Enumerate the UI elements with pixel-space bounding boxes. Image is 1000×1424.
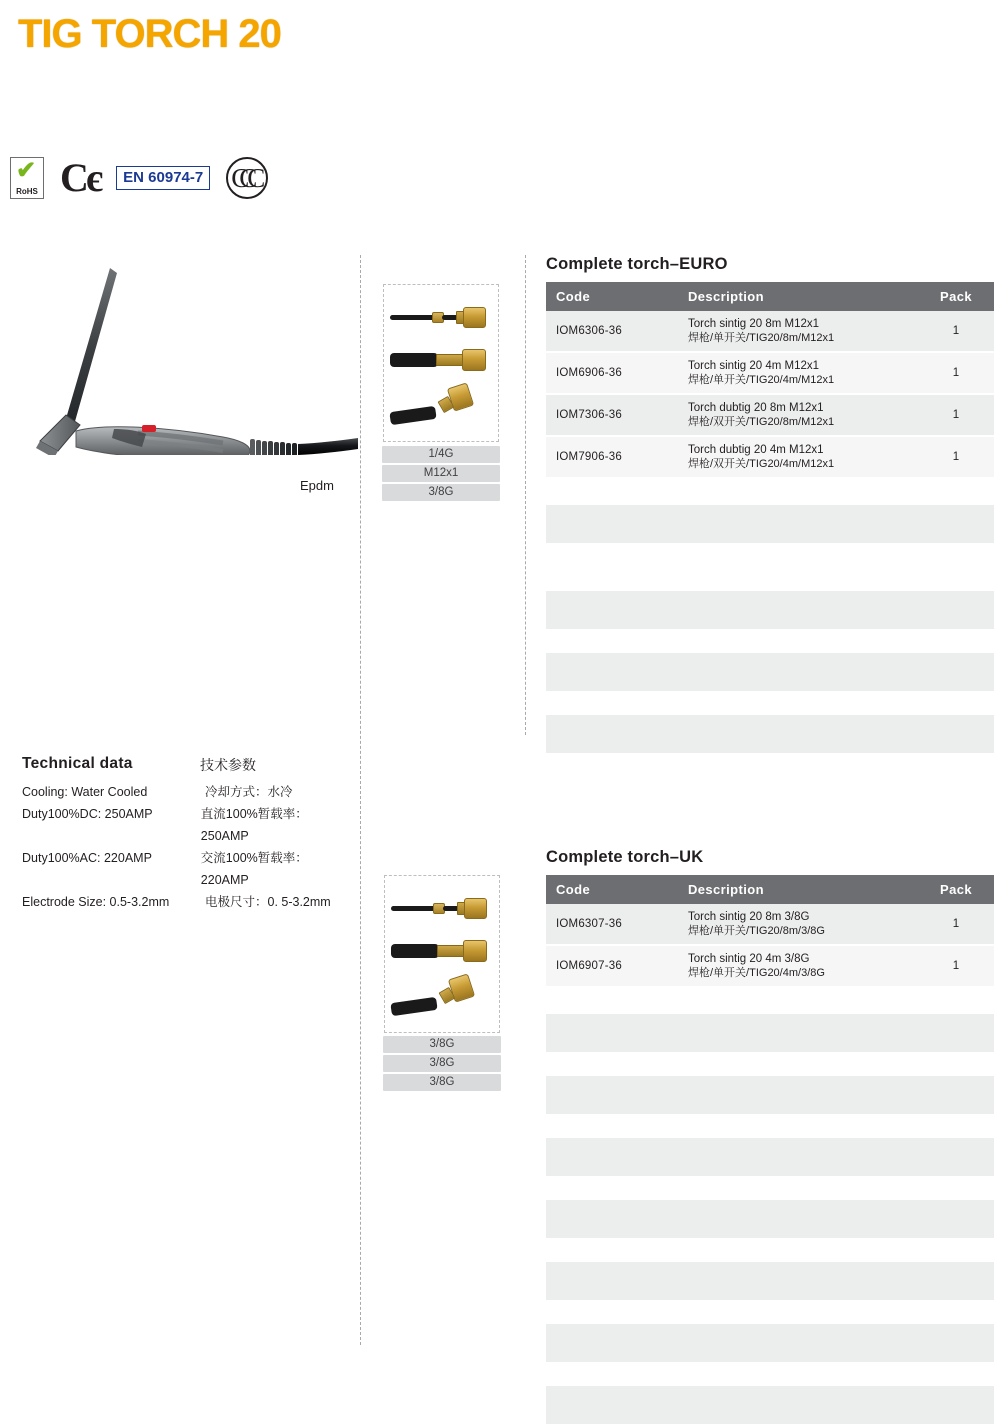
uk-connector-labels	[383, 1036, 501, 1093]
cell-description	[678, 945, 918, 987]
tech-row	[22, 847, 352, 891]
cell-code: IOM7906-36	[546, 436, 678, 478]
torch-cable	[298, 438, 358, 455]
ce-mark-icon: Cє	[60, 155, 101, 200]
table-row-empty	[546, 1014, 994, 1052]
cell-code: IOM7306-36	[546, 394, 678, 436]
table-row-empty	[546, 1200, 994, 1238]
cell-pack: 1	[918, 394, 994, 436]
table-row-empty	[546, 1138, 994, 1176]
cell-description-cn: 焊枪/单开关/TIG20/4m/3/8G	[688, 967, 825, 979]
table-row[interactable]	[546, 311, 994, 352]
table-uk-empty-rows	[546, 1014, 994, 1424]
column-header-code: Code	[546, 282, 678, 311]
euro-connector-photo	[383, 284, 499, 442]
table-title-euro: Complete torch–EURO	[546, 255, 728, 273]
table-row[interactable]	[546, 436, 994, 478]
connector-cable	[390, 353, 438, 367]
euro-connector-labels	[382, 446, 500, 503]
tech-row	[22, 803, 352, 847]
cell-description	[678, 352, 918, 394]
table-row-empty	[546, 653, 994, 691]
technical-data-title: Technical data	[22, 755, 133, 772]
connector-cable	[391, 906, 437, 911]
cell-description-en: Torch dubtig 20 4m M12x1	[688, 444, 824, 456]
table-row[interactable]	[546, 352, 994, 394]
connector-ferrule	[437, 945, 465, 957]
column-header-description: Description	[678, 875, 918, 904]
cell-description-cn: 焊枪/单开关/TIG20/8m/M12x1	[688, 332, 835, 344]
uk-connector-photo	[384, 875, 500, 1033]
certification-row	[10, 155, 268, 201]
cell-pack: 1	[918, 436, 994, 478]
rohs-icon	[10, 157, 44, 199]
cell-description-en: Torch dubtig 20 8m M12x1	[688, 402, 824, 414]
table-row-empty	[546, 591, 994, 629]
table-euro-empty-rows	[546, 505, 994, 753]
table-uk	[546, 875, 994, 988]
column-header-pack: Pack	[918, 875, 994, 904]
connector-label: 3/8G	[383, 1055, 501, 1072]
tech-label-cn: 电极尺寸：0. 5-3.2mm	[205, 895, 331, 909]
cell-code: IOM6906-36	[546, 352, 678, 394]
connector-cable	[390, 997, 437, 1016]
table-header-row	[546, 282, 994, 311]
table-row[interactable]	[546, 904, 994, 945]
cell-description	[678, 436, 918, 478]
electrode-needle	[65, 268, 117, 425]
torch-handle	[76, 425, 250, 455]
cell-pack: 1	[918, 904, 994, 945]
table-header-row	[546, 875, 994, 904]
vertical-divider-right	[525, 255, 526, 735]
torch-illustration	[18, 255, 358, 455]
cell-description-cn: 焊枪/双开关/TIG20/4m/M12x1	[688, 458, 835, 470]
cell-description-cn: 焊枪/单开关/TIG20/8m/3/8G	[688, 925, 825, 937]
cell-description	[678, 311, 918, 352]
table-euro	[546, 282, 994, 479]
table-row[interactable]	[546, 945, 994, 987]
tech-label-cn: 冷却方式：水冷	[205, 785, 293, 799]
connector-label: 3/8G	[382, 484, 500, 501]
cell-description-cn: 焊枪/双开关/TIG20/8m/M12x1	[688, 416, 835, 428]
table-row-empty	[546, 1076, 994, 1114]
tech-label-en: Cooling: Water Cooled	[22, 785, 148, 799]
cell-code: IOM6307-36	[546, 904, 678, 945]
strain-relief	[250, 439, 297, 455]
table-row-empty	[546, 1262, 994, 1300]
connector-nut	[463, 940, 487, 962]
ccc-mark-icon: CCC	[226, 157, 268, 199]
connector-label: 3/8G	[383, 1074, 501, 1091]
cell-description-en: Torch sintig 20 8m M12x1	[688, 318, 820, 330]
table-row-empty	[546, 1386, 994, 1424]
connector-label: 3/8G	[383, 1036, 501, 1053]
en-standard-label: EN 60974-7	[116, 166, 210, 190]
technical-data-title-cn: 技术参数	[200, 757, 256, 773]
table-row-empty	[546, 1324, 994, 1362]
connector-nut	[463, 307, 486, 328]
tech-row	[22, 781, 352, 803]
column-header-description: Description	[678, 282, 918, 311]
torch-caption: Epdm	[300, 478, 334, 493]
connector-cable	[391, 944, 439, 958]
connector-label: M12x1	[382, 465, 500, 482]
table-row-empty	[546, 715, 994, 753]
connector-cable	[389, 406, 436, 425]
complete-torch-uk-block	[546, 848, 994, 1424]
tech-label-en: Duty100%DC: 250AMP	[22, 807, 153, 821]
cell-description-en: Torch sintig 20 8m 3/8G	[688, 911, 810, 923]
tech-label-en: Duty100%AC: 220AMP	[22, 851, 152, 865]
cell-description	[678, 904, 918, 945]
connector-cable	[390, 315, 436, 320]
connector-label: 1/4G	[382, 446, 500, 463]
table-row[interactable]	[546, 394, 994, 436]
cell-code: IOM6907-36	[546, 945, 678, 987]
column-header-code: Code	[546, 875, 678, 904]
torch-head	[36, 415, 80, 455]
column-header-pack: Pack	[918, 282, 994, 311]
tech-row	[22, 891, 352, 913]
tech-label-cn: 交流100%暂载率：220AMP	[200, 851, 308, 887]
connector-nut	[464, 898, 487, 919]
table-title-uk: Complete torch–UK	[546, 848, 704, 866]
connector-ferrule	[436, 354, 464, 366]
cell-pack: 1	[918, 311, 994, 352]
cell-description-en: Torch sintig 20 4m 3/8G	[688, 953, 810, 965]
technical-data-block	[22, 755, 352, 913]
rohs-label: RoHS	[16, 187, 38, 196]
connector-nut	[462, 349, 486, 371]
tech-label-cn: 直流100%暂载率：250AMP	[200, 807, 308, 843]
trigger-switch	[142, 425, 156, 432]
cell-pack: 1	[918, 352, 994, 394]
page-title: TIG TORCH 20	[18, 12, 281, 56]
table-row-empty	[546, 505, 994, 543]
cell-code: IOM6306-36	[546, 311, 678, 352]
vertical-divider-left	[360, 255, 361, 1345]
cell-pack: 1	[918, 945, 994, 987]
cell-description	[678, 394, 918, 436]
complete-torch-euro-block	[546, 255, 994, 753]
cell-description-cn: 焊枪/单开关/TIG20/4m/M12x1	[688, 374, 835, 386]
cell-description-en: Torch sintig 20 4m M12x1	[688, 360, 820, 372]
tech-label-en: Electrode Size: 0.5-3.2mm	[22, 895, 170, 909]
check-icon: ✔	[16, 157, 37, 184]
